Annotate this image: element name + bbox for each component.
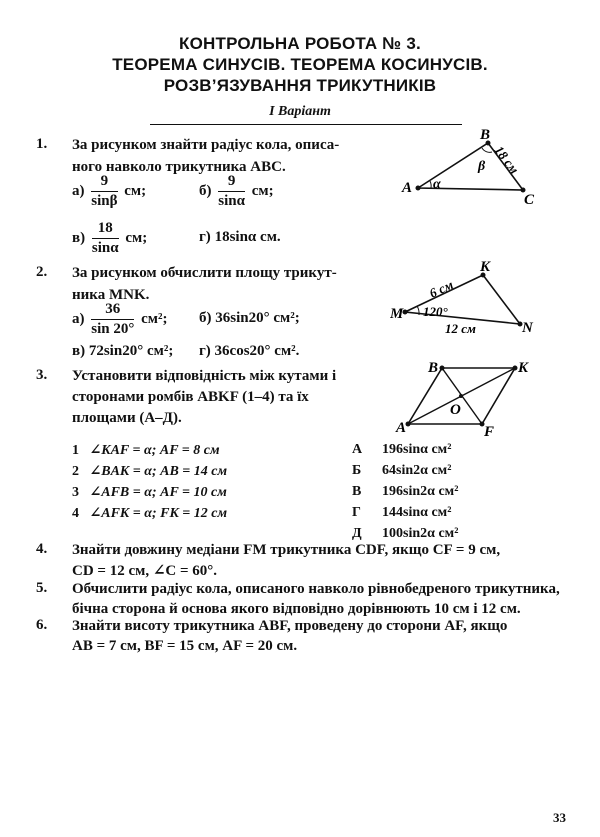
vertex-n-label: N	[522, 320, 533, 336]
title-line-1: КОНТРОЛЬНА РОБОТА № 3.	[179, 34, 421, 53]
task-2-number: 2.	[36, 264, 48, 280]
angle-m-label: 120°	[423, 304, 448, 319]
match-right-v: В 196sin2α см²	[352, 484, 459, 499]
variant-rule	[150, 124, 462, 125]
page-number: 33	[553, 810, 566, 825]
task-6-line-2: AB = 7 см, BF = 15 см, AF = 20 см.	[72, 638, 298, 654]
title-line-2: ТЕОРЕМА СИНУСІВ. ТЕОРЕМА КОСИНУСІВ.	[112, 55, 488, 74]
vertex-k-label: K	[480, 259, 491, 275]
beta-label: β	[478, 159, 486, 174]
vertex-b-label: B	[480, 128, 491, 143]
task-4-line-1: Знайти довжину медіани FM трикутника CDF, якщо CF = 9 см,	[72, 542, 501, 558]
task-5-number: 5.	[36, 580, 48, 596]
task-4-number: 4.	[36, 541, 48, 557]
match-left-3: 3 ∠AFB = α; AF = 10 см	[72, 485, 227, 500]
match-left-2: 2 ∠BAK = α; AB = 14 см	[72, 464, 228, 479]
task-2-option-a: а) $\frac{36}{\sin 20^\circ}$ см²;	[72, 301, 168, 337]
center-o-label: O	[450, 402, 461, 418]
triangle-mnk-figure	[390, 258, 540, 338]
task-2-option-b: б) 36sin20° см²;	[199, 310, 300, 326]
task-3-line-3: площами (А–Д).	[72, 410, 182, 426]
task-1-line-2: ного навколо трикутника ABC.	[72, 159, 286, 175]
match-right-b: Б 64sin2α см²	[352, 463, 452, 478]
task-1-number: 1.	[36, 136, 48, 152]
match-right-d: Д 100sin2α см²	[352, 526, 459, 541]
task-6-number: 6.	[36, 617, 48, 633]
task-2-line-2: ника MNK.	[72, 287, 150, 303]
task-3-line-2: сторонами ромбів ABKF (1–4) та їх	[72, 389, 309, 405]
vertex-f-label: F	[484, 424, 495, 438]
task-2-option-v: в) 72sin20° см²;	[72, 343, 174, 359]
side-bc-label: 18 см	[491, 142, 523, 177]
task-1-option-g: г) 18sinα см.	[199, 229, 281, 245]
task-4-line-2: CD = 12 см, ∠C = 60°.	[72, 563, 218, 579]
task-5-line-2: бічна сторона й основа якого відповідно дорівнюють 10 см і 12 см.	[72, 601, 521, 617]
side-mn-label: 12 см	[445, 321, 476, 336]
task-1-option-a: а) $\frac{9}{\sin\beta}$ см;	[72, 173, 147, 209]
title-line-3: РОЗВ’ЯЗУВАННЯ ТРИКУТНИКІВ	[163, 76, 437, 95]
task-2-line-1: За рисунком обчислити площу трикут-	[72, 265, 337, 281]
match-left-1: 1 ∠KAF = α; AF = 8 см	[72, 443, 220, 458]
task-2-option-g: г) 36cos20° см².	[199, 343, 300, 359]
vertex-k-label: K	[518, 360, 529, 376]
task-3-line-1: Установити відповідність між кутами і	[72, 368, 337, 384]
task-1-option-b: б) $\frac{9}{\sin\alpha}$ см;	[199, 173, 274, 209]
task-3-number: 3.	[36, 367, 48, 383]
task-1-line-1: За рисунком знайти радіус кола, описа-	[72, 137, 340, 153]
vertex-a-label: A	[402, 180, 413, 196]
match-right-a: А 196sinα см²	[352, 442, 452, 457]
task-6-line-1: Знайти висоту трикутника ABF, проведену до сторони AF, якщо	[72, 618, 508, 634]
vertex-m-label: M	[390, 306, 404, 322]
triangle-abc-figure	[398, 128, 538, 208]
rhombus-abkf-figure	[390, 358, 540, 438]
vertex-a-label: A	[396, 420, 407, 436]
match-left-4: 4 ∠AFK = α; FK = 12 см	[72, 506, 228, 521]
side-mk-label: 6 см	[426, 276, 456, 301]
vertex-c-label: C	[524, 192, 535, 208]
task-1-option-v: в) $\frac{18}{\sin\alpha}$ см;	[72, 220, 148, 256]
match-right-g: Г 144sinα см²	[352, 505, 452, 520]
task-5-line-1: Обчислити радіус кола, описаного навколо рівнобедреного трикутника,	[72, 581, 560, 597]
alpha-label: α	[433, 177, 441, 192]
vertex-b-label: B	[428, 360, 439, 376]
variant-heading: І Варіант	[269, 104, 331, 119]
